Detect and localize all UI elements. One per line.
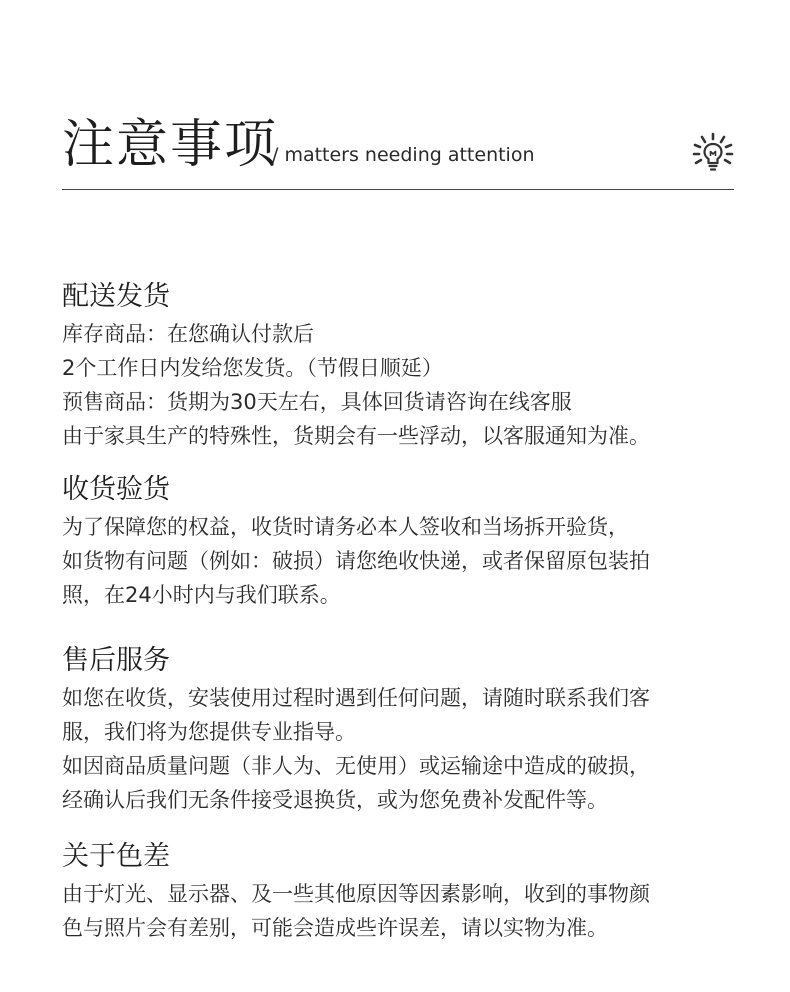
section-line: 2个工作日内发给您发货。（节假日顺延） [62,356,443,380]
page-title: 注意事项 [62,115,279,175]
section-title: 配送发货 [62,281,170,312]
section-receiving-inspection [62,472,752,612]
section-title: 售后服务 [62,645,170,676]
section-after-sales [62,643,752,817]
page-subtitle: / matters needing attention [272,144,535,166]
section-line: 库存商品：在您确认付款后 [62,322,314,346]
section-line: 如货物有问题（例如：破损）请您绝收快递，或者保留原包装拍 [62,549,650,573]
section-line: 由于灯光、显示器、及一些其他原因等因素影响，收到的事物颜 [62,882,650,906]
page-header [62,112,734,182]
section-title: 收货验货 [62,474,170,505]
section-line: 如您在收货，安装使用过程时遇到任何问题，请随时联系我们客 [62,686,650,710]
section-color-difference [62,839,752,945]
section-line: 色与照片会有差别，可能会造成些许误差，请以实物为准。 [62,916,608,940]
section-line: 为了保障您的权益，收货时请务必本人签收和当场拆开验货， [62,515,629,539]
section-title: 关于色差 [62,841,170,872]
section-line: 照，在24小时内与我们联系。 [62,583,341,607]
section-line: 服，我们将为您提供专业指导。 [62,720,356,744]
header-divider [62,189,734,190]
lightbulb-icon [692,132,734,172]
section-line: 预售商品：货期为30天左右，具体回货请咨询在线客服 [62,390,572,414]
section-line: 由于家具生产的特殊性，货期会有一些浮动，以客服通知为准。 [62,424,650,448]
section-line: 如因商品质量问题（非人为、无使用）或运输途中造成的破损， [62,754,650,778]
section-line: 经确认后我们无条件接受退换货，或为您免费补发配件等。 [62,788,608,812]
section-shipping [62,279,752,453]
